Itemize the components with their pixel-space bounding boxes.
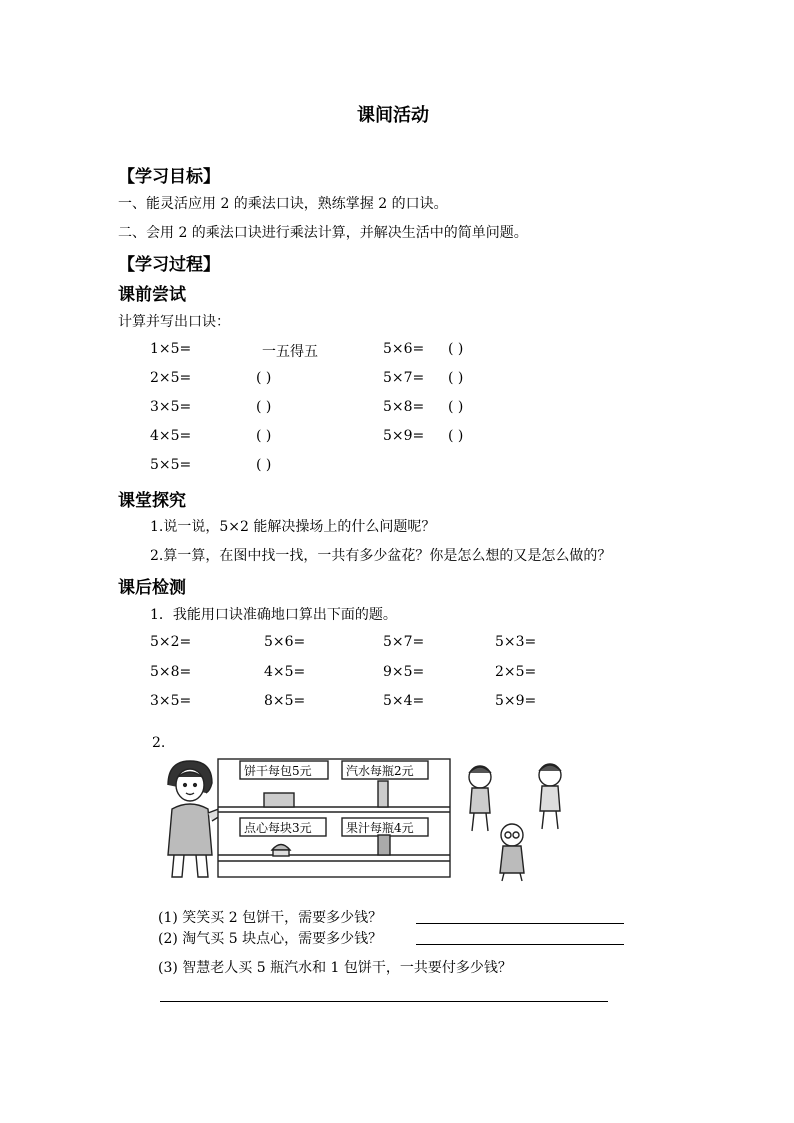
pre-right-answer-2: ( ) bbox=[448, 370, 464, 386]
pre-instruction: 计算并写出口诀： bbox=[118, 314, 230, 330]
shelf-sign-3: 点心每块3元 bbox=[244, 821, 312, 835]
elder-figure bbox=[500, 824, 524, 881]
subq-1: (1) 笑笑买 2 包饼干，需要多少钱？ bbox=[158, 910, 383, 926]
pre-right-expr-4: 5×9= bbox=[383, 428, 425, 444]
goal-item-2: 二、会用 2 的乘法口诀进行乘法计算，并解决生活中的简单问题。 bbox=[118, 225, 528, 241]
answer-line-1 bbox=[416, 923, 624, 924]
shelf-sign-1: 饼干每包5元 bbox=[244, 764, 312, 778]
grid-cell: 5×3= bbox=[495, 634, 537, 650]
grid-cell: 2×5= bbox=[495, 664, 537, 680]
answer-line-3 bbox=[160, 1001, 608, 1002]
pre-heading: 课前尝试 bbox=[118, 285, 186, 305]
pre-right-answer-4: ( ) bbox=[448, 428, 464, 444]
page-title: 课间活动 bbox=[357, 105, 429, 126]
goal-item-1: 一、能灵活应用 2 的乘法口诀，熟练掌握 2 的口诀。 bbox=[118, 196, 448, 212]
grid-cell: 4×5= bbox=[264, 664, 306, 680]
check-q2: 2. bbox=[152, 735, 166, 751]
explore-item-1: 1.说一说，5×2 能解决操场上的什么问题呢？ bbox=[150, 519, 436, 535]
child-figure bbox=[469, 766, 491, 831]
pre-left-expr-2: 2×5= bbox=[150, 370, 192, 386]
pre-right-expr-1: 5×6= bbox=[383, 341, 425, 357]
subq-2: (2) 淘气买 5 块点心，需要多少钱？ bbox=[158, 931, 383, 947]
check-heading: 课后检测 bbox=[118, 578, 186, 598]
shelf-sign-2: 汽水每瓶2元 bbox=[346, 764, 414, 778]
grid-cell: 5×6= bbox=[264, 634, 306, 650]
explore-heading: 课堂探究 bbox=[118, 491, 186, 511]
subq-3: (3) 智慧老人买 5 瓶汽水和 1 包饼干，一共要付多少钱？ bbox=[158, 960, 512, 976]
pre-right-expr-3: 5×8= bbox=[383, 399, 425, 415]
pre-left-answer-4: ( ) bbox=[256, 428, 272, 444]
grid-cell: 5×8= bbox=[150, 664, 192, 680]
pre-right-expr-2: 5×7= bbox=[383, 370, 425, 386]
pre-left-answer-5: ( ) bbox=[256, 457, 272, 473]
grid-cell: 3×5= bbox=[150, 693, 192, 709]
grid-cell: 5×4= bbox=[383, 693, 425, 709]
check-q1: 1．我能用口诀准确地口算出下面的题。 bbox=[150, 607, 397, 623]
pre-left-answer-3: ( ) bbox=[256, 399, 272, 415]
grid-cell: 5×7= bbox=[383, 634, 425, 650]
child-figure bbox=[539, 764, 561, 829]
pre-left-expr-4: 4×5= bbox=[150, 428, 192, 444]
pre-left-answer-2: ( ) bbox=[256, 370, 272, 386]
pre-left-expr-3: 3×5= bbox=[150, 399, 192, 415]
pre-left-expr-1: 1×5= bbox=[150, 341, 192, 357]
pre-left-expr-5: 5×5= bbox=[150, 457, 192, 473]
explore-item-2: 2.算一算，在图中找一找，一共有多少盆花？你是怎么想的又是怎么做的？ bbox=[150, 548, 612, 564]
pre-left-answer-1: 一五得五 bbox=[262, 344, 318, 360]
goals-heading: 【学习目标】 bbox=[118, 167, 220, 187]
shop-illustration bbox=[160, 755, 585, 883]
pre-right-answer-3: ( ) bbox=[448, 399, 464, 415]
grid-cell: 5×2= bbox=[150, 634, 192, 650]
process-heading: 【学习过程】 bbox=[118, 255, 220, 275]
shelf-sign-4: 果汁每瓶4元 bbox=[346, 821, 414, 835]
answer-line-2 bbox=[416, 944, 624, 945]
grid-cell: 8×5= bbox=[264, 693, 306, 709]
grid-cell: 9×5= bbox=[383, 664, 425, 680]
pre-right-answer-1: ( ) bbox=[448, 341, 464, 357]
grid-cell: 5×9= bbox=[495, 693, 537, 709]
